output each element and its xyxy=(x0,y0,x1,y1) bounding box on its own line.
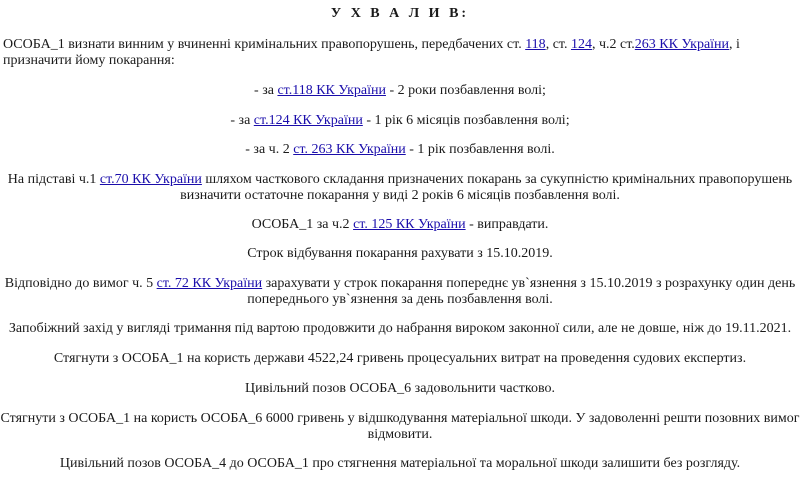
sentence-text: - за xyxy=(230,113,254,128)
verdict-text: , і xyxy=(729,37,740,52)
art70-paragraph-line2: визначити остаточне покарання у виді 2 років 6 місяців позбавлення волі. xyxy=(180,188,620,203)
damages-paragraph-line2: відмовити. xyxy=(367,427,433,442)
ruling-heading: У Х В А Л И В: xyxy=(330,6,470,21)
civil-claim-osoba6: Цивільний позов ОСОБА_6 задовольнити частково. xyxy=(244,381,556,396)
sentence-text: - 1 рік 6 місяців позбавлення волі; xyxy=(362,113,570,128)
damages-paragraph-line1: Стягнути з ОСОБА_1 на користь ОСОБА_6 6000 гривень у відшкодування матеріальної шкоди. У задоволенні решти позовних вимог xyxy=(0,411,800,426)
paragraph-text: - виправдати. xyxy=(465,217,549,232)
preventive-measure: Запобіжний захід у вигляді тримання під вартою продовжити до набрання вироком законної сили, але не довше, ніж до 19.11.2021. xyxy=(8,321,792,336)
acquittal-art-125 xyxy=(0,217,800,233)
procedural-costs: Стягнути з ОСОБА_1 на користь держави 4522,24 гривень процесуальних витрат на проведення судових експертиз. xyxy=(53,351,747,366)
link-article-124[interactable]: 124 xyxy=(570,37,592,52)
link-st-124-kk[interactable]: ст.124 КК України xyxy=(253,113,363,128)
paragraph-text: шляхом часткового складання призначених покарань за сукупністю кримінальних правопорушень xyxy=(201,172,793,187)
sentence-term: Строк відбування покарання рахувати з 15.10.2019. xyxy=(247,246,553,261)
sentence-text: - за xyxy=(254,83,278,98)
art70-paragraph-line1 xyxy=(0,172,800,188)
sentence-text: - за ч. 2 xyxy=(245,142,294,157)
sentence-text: - 2 роки позбавлення волі; xyxy=(385,83,546,98)
verdict-text: , ч.2 ст. xyxy=(591,37,635,52)
verdict-paragraph-line2: призначити йому покарання: xyxy=(3,53,175,68)
paragraph-text: Відповідно до вимог ч. 5 xyxy=(4,276,157,291)
paragraph-text: На підставі ч.1 xyxy=(7,172,100,187)
link-st-125-kk[interactable]: ст. 125 КК України xyxy=(353,217,466,232)
verdict-paragraph-line1 xyxy=(0,37,800,53)
sentence-text: - 1 рік позбавлення волі. xyxy=(405,142,555,157)
link-st-72-kk[interactable]: ст. 72 КК України xyxy=(156,276,263,291)
art72-paragraph-line1 xyxy=(0,276,800,292)
verdict-text: ОСОБА_1 визнати винним у вчиненні кримінальних правопорушень, передбачених ст. xyxy=(3,37,526,52)
link-article-263[interactable]: 263 КК України xyxy=(634,37,730,52)
art72-paragraph-line2: попереднього ув`язнення за день позбавлення волі. xyxy=(247,292,553,307)
link-st-70-kk[interactable]: ст.70 КК України xyxy=(99,172,202,187)
sentence-art-118 xyxy=(0,83,800,99)
civil-claim-osoba4: Цивільний позов ОСОБА_4 до ОСОБА_1 про стягнення матеріальної та моральної шкоди залишити без розгляду. xyxy=(59,456,741,471)
link-st-263-kk[interactable]: ст. 263 КК України xyxy=(293,142,406,157)
sentence-art-263 xyxy=(0,142,800,158)
paragraph-text: ОСОБА_1 за ч.2 xyxy=(251,217,354,232)
link-article-118[interactable]: 118 xyxy=(525,37,546,52)
paragraph-text: зарахувати у строк покарання попереднє ув`язнення з 15.10.2019 з розрахунку один день xyxy=(262,276,796,291)
link-st-118-kk[interactable]: ст.118 КК України xyxy=(277,83,386,98)
verdict-text: , ст. xyxy=(545,37,571,52)
sentence-art-124 xyxy=(0,113,800,129)
